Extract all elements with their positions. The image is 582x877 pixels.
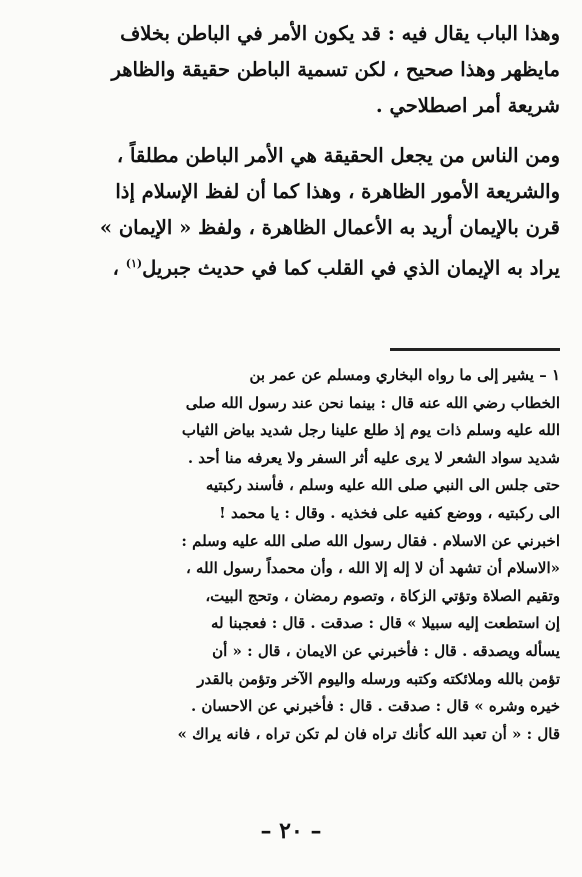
footnote-line: اخبرني عن الاسلام . فقال رسول الله صلى الله عليه وسلم : (181, 531, 560, 550)
footnote (28, 362, 560, 748)
footnote-line: الى ركبتيه ، ووضع كفيه على فخذيه . وقال : يا محمد ! (219, 503, 560, 522)
footnote-line: شديد سواد الشعر لا يرى عليه أثر السفر ولا يعرفه منا أحد . (187, 448, 560, 467)
footnote-line: ١ – يشير إلى ما رواه البخاري ومسلم عن عمر بن (249, 366, 560, 384)
body-line: شريعة أمر اصطلاحي . (375, 94, 560, 117)
body-line: مايظهر وهذا صحيح ، لكن تسمية الباطن حقيقة والظاهر (111, 58, 560, 81)
footnote-line: إن استطعت إليه سبيلا » قال : صدقت . قال : فعجبنا له (210, 614, 560, 633)
page-number: – ٢٠ – (260, 818, 322, 844)
footnote-line: حتى جلس الى النبي صلى الله عليه وسلم ، فأسند ركبتيه (205, 476, 560, 495)
body-line-tail: ، (112, 256, 126, 280)
footnote-line: وتقيم الصلاة وتؤتي الزكاة ، وتصوم رمضان ، وتحج البيت، (205, 586, 560, 605)
footnote-separator (390, 348, 560, 351)
body-line: والشريعة الأمور الظاهرة ، وهذا كما أن لفظ الإسلام إذا (115, 180, 560, 203)
footnote-line: يسأله ويصدقه . قال : فأخبرني عن الايمان ، قال : « أن (212, 641, 560, 660)
footnote-line: خيره وشره » قال : صدقت . قال : فأخبرني عن الاحسان . (190, 697, 560, 716)
footnote-line: تؤمن بالله وملائكته وكتبه ورسله واليوم الآخر وتؤمن بالقدر (197, 669, 560, 688)
footnote-line: «الاسلام أن تشهد أن لا إله إلا الله ، وأن محمداً رسول الله ، (185, 559, 560, 578)
footnote-reference: (١) (125, 257, 143, 270)
footnote-line: قال : « أن تعبد الله كأنك تراه فان لم تكن تراه ، فانه يراك » (177, 724, 560, 743)
body-line: ومن الناس من يجعل الحقيقة هي الأمر الباطن مطلقاً ، (116, 144, 560, 167)
footnote-line: الله عليه وسلم ذات يوم إذ طلع علينا رجل شديد بياض الثياب (181, 421, 560, 440)
body-line: قرن بالإيمان أريد به الأعمال الظاهرة ، ولفظ « الإيمان » (99, 216, 560, 239)
body-line-text: يراد به الإيمان الذي في القلب كما في حديث جبريل (142, 256, 560, 280)
main-text (28, 16, 560, 287)
footnote-line: الخطاب رضي الله عنه قال : بينما نحن عند رسول الله صلى (185, 393, 560, 412)
body-line: وهذا الباب يقال فيه : قد يكون الأمر في الباطن بخلاف (120, 22, 560, 45)
body-line (28, 246, 560, 287)
